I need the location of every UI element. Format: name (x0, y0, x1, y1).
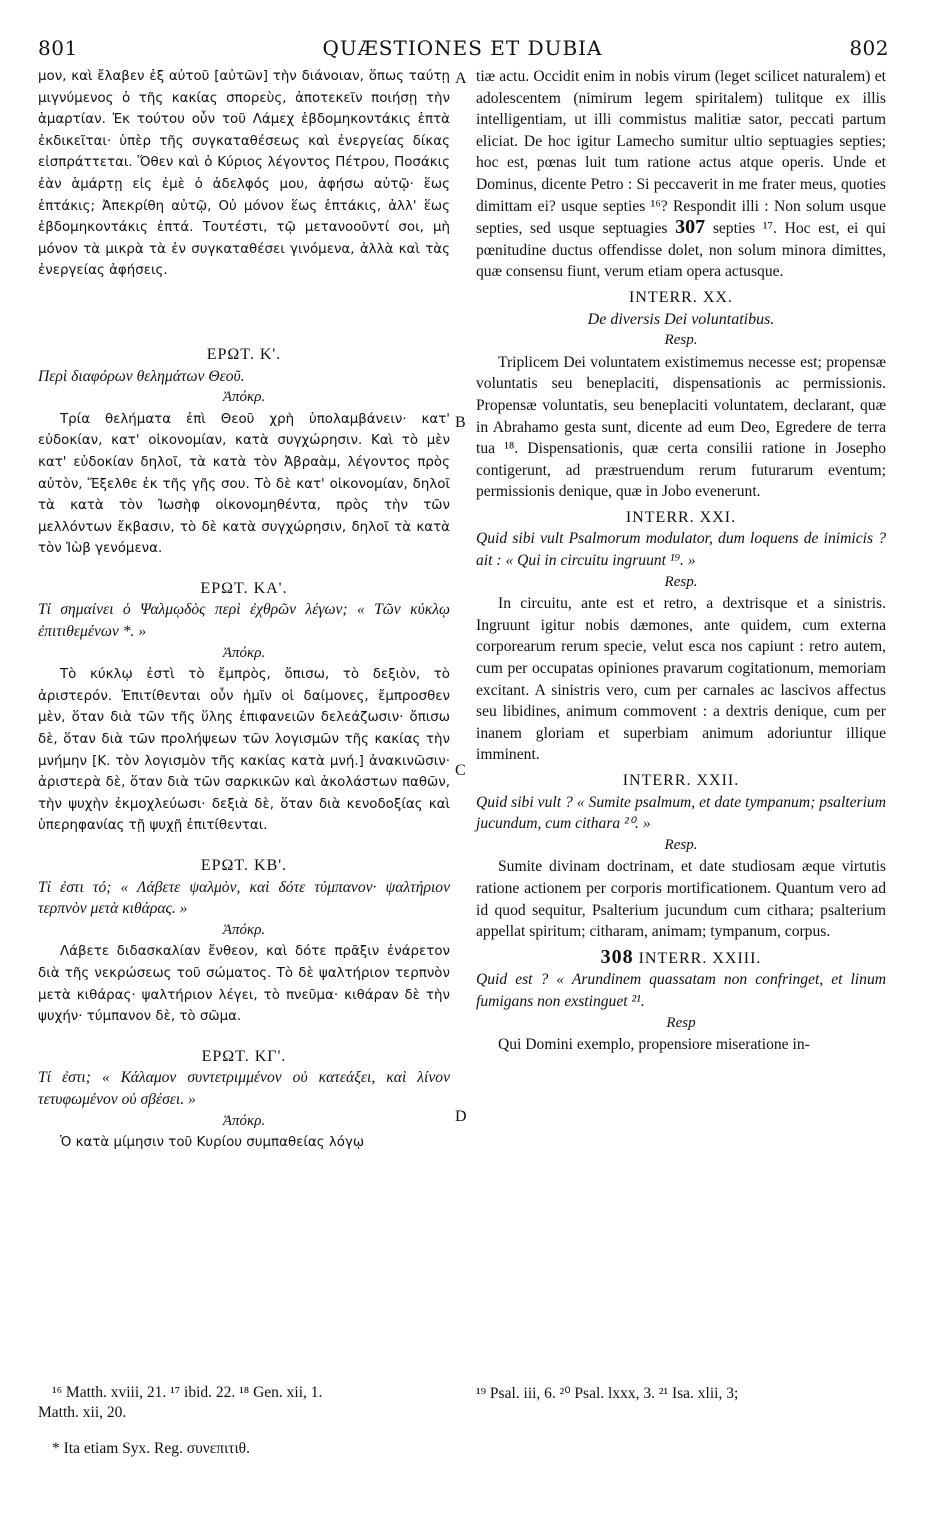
greek-intro-paragraph: μον, καὶ ἔλαβεν ἐξ αὐτοῦ [αὐτῶν] τὴν διάνοιαν, ὅπως ταύτῃ μιγνύμενος ὁ τῆς κακίας σπορεὺς, ἀποτεκεῖν ποιήσῃ τὴν ἁμαρτίαν. Ἐκ τούτου οὖν τοῦ Λάμεχ ἑβδομηκοντάκις ἑπτὰ ἐκδικεῖται· ὑπὲρ τῆς συγκαταθέσεως καὶ ἐνεργείας δίκας εἰσπράττεται. Ὅθεν καὶ ὁ Κύριος λέγοντος Πέτρου, Ποσάκις ἐὰν ἁμάρτῃ εἰς ἐμὲ ὁ ἀδελφός μου, ἀφήσω αὐτῷ· ἕως ἑπτάκις; Ἀπεκρίθη αὐτῷ, Οὐ μόνον ἕως ἑπτάκις, ἀλλ' ἕως ἑβδομηκοντάκις ἑπτά. Τουτέστι, τῷ μετανοοῦντί σοι, μὴ μόνον τὰ μικρὰ τὰ ἐν συγκαταθέσει γινόμενα, ἀλλὰ καὶ τὰς ἐνεργείας ἀφήσεις. (38, 69, 450, 279)
latin-section-23-title: Quid est ? « Arundinem quassatam non confringet, et linum fumigans non exstinguet ²¹. (476, 971, 886, 1010)
latin-intro-paragraph (476, 66, 886, 283)
latin-section-20-title: De diversis Dei voluntatibus. (587, 310, 775, 328)
footnote-left-line-2: Matth. xii, 20. (38, 1404, 127, 1421)
greek-section-23-title: Τί ἐστι; « Κάλαμον συντετριμμένον οὐ κατεάξει, καὶ λίνον τετυφωμένον οὐ σβέσει. » (38, 1069, 450, 1108)
latin-section-20-resp: Resp. (664, 332, 698, 349)
latin-section-23-label: INTERR. XXIII. (638, 949, 762, 967)
greek-section-20-heading: ΕΡΩΤ. Κ'. (206, 345, 282, 363)
greek-section-22-resp: Ἀπόκρ. (222, 921, 266, 938)
margin-letter-a: A (455, 70, 467, 87)
column-number-307: 307 (675, 216, 706, 239)
latin-section-23-resp: Resp (666, 1014, 696, 1031)
latin-section-22-heading: INTERR. XXII. (622, 772, 740, 789)
greek-section-21-title: Τί σημαίνει ὁ Ψαλμῳδὸς περὶ ἐχθρῶν λέγων; « Τῶν κύκλῳ ἐπιτιθεμένων *. » (38, 601, 450, 641)
greek-section-22-text: Λάβετε διδασκαλίαν ἔνθεον, καὶ δότε πρᾶξιν ἐνάρετον διὰ τῆς νεκρώσεως τοῦ σώματος. Τὸ δὲ ψαλτήριον τερπνὸν μετὰ κιθάρας· ψαλτήριον λέγει, τὸ πνεῦμα· κιθάραν δὲ τὴν ψυχήν· τύμπανον δὲ, τὸ σῶμα. (38, 944, 450, 1025)
greek-section-23-heading: ΕΡΩΤ. ΚΓ'. (201, 1047, 287, 1065)
latin-column (476, 66, 886, 1056)
margin-letter-c: C (455, 762, 466, 779)
footnote-left-line-1: ¹⁶ Matth. xviii, 21. ¹⁷ ibid. 22. ¹⁸ Gen. xii, 1. (52, 1384, 323, 1401)
greek-section-20-title: Περὶ διαφόρων θελημάτων Θεοῦ. (38, 367, 245, 385)
page-number-right: 802 (849, 36, 889, 60)
spacer (38, 282, 450, 326)
latin-section-21-text: In circuitu, ante est et retro, a dextrisque et a sinistris. Ingruunt igitur nobis dæmones, ante quidem, cum externa corporearum rerum specie, velut esca nos capiunt : retro autem, cum per occupatas opiniones pravarum cogitationum, memoriam excitant. A sinistris vero, cum per carnales ac lascivos affectus seu libidines, animum commovent : a dextris denique, cum per inanem gloriam et superbiam animum adoriuntur illique imminent. (476, 595, 886, 764)
latin-section-22-title: Quid sibi vult ? « Sumite psalmum, et date tympanum; psalterium jucundum, cum cithara ²⁰. » (476, 793, 886, 833)
latin-section-20-text: Triplicem Dei voluntatem existimemus necesse est; propensæ voluntatis seu beneplaciti, dispensationis ac permissionis. Propensæ voluntatis, seu beneplaciti voluntatem, declarant, quæ in Abrahamo gesta sunt, dicente ad eum Deo, Egredere de terra tua ¹⁸. Dispensationis, quæ certa consilii ratione in Josepho contigerunt, ad præstruendum rerum futurarum eventum; permissionis denique, quæ in Jobo evenerunt. (476, 353, 886, 501)
latin-section-22-text: Sumite divinam doctrinam, et date studiosam æque virtutis ratione actionem per corporis mortificationem. Quantum vero ad id quod sequitur, Psalterium jucundum cum cithara; psalterium appellat spiritum; citharam, animam; tympanum, corpus. (476, 858, 886, 941)
footnote-asterisk-note: * Ita etiam Syx. Reg. συνεπιτιθ. (52, 1440, 250, 1457)
greek-section-21-resp: Ἀπόκρ. (222, 644, 266, 661)
page-number-left: 801 (38, 36, 78, 60)
greek-section-20-resp: Ἀπόκρ. (222, 389, 266, 406)
latin-section-20-heading: INTERR. XX. (629, 288, 733, 306)
greek-section-23-resp: Ἀπόκρ. (222, 1112, 266, 1129)
latin-section-23-text: Qui Domini exemplo, propensiore miseratione in- (498, 1036, 810, 1054)
greek-section-21-heading: ΕΡΩΤ. ΚΑ'. (200, 579, 288, 597)
latin-intro-text: tiæ actu. Occidit enim in nobis virum (leget scilicet naturalem) et adolescentem (nimirum legem spiritalem) tulitque ex illis intelligentiam, ut illi commistus malitiæ sator, peccati partum eliciat. De hoc igitur Lamecho sumitur ultio septuagies septies; hoc est, pœnas luit tum ratione actus atque operis. Unde et Dominus, dicente Petro : Si peccaverit in me frater meus, quoties dimittam ei? usque septies ¹⁶? Respondit illi : Non solum usque septies, sed usque septuagies (476, 68, 886, 238)
greek-section-21-text: Τὸ κύκλῳ ἐστὶ τὸ ἔμπρὸς, ὄπισω, τὸ δεξιὸν, τὸ ἀριστερόν. Ἐπιτίθενται οὖν ἡμῖν οἱ δαίμονες, ἔμπροσθεν μὲν, ὅταν διὰ τῶν τῆς ὕλης ἐπιφανειῶν δελεάζωσιν· ὄπισω δὲ, ὅταν διὰ τῶν προλήψεων τῶν λογισμῶν τῆς κακίας τὴν μνήμην [Κ. τὸν λογισμὸν τῆς κακίας κατὰ μνή.] ἀνακινῶσιν· ἀριστερὰ δὲ, ὅταν διὰ τῶν σαρκικῶν καὶ ἀκολάστων παθῶν, τὴν ψυχὴν ἐκμοχλεύωσι· δεξιὰ δὲ, ὅταν διὰ κενοδοξίας καὶ ὑπερηφανίας τῇ ψυχῇ ἐπιτίθενται. (38, 667, 450, 834)
greek-section-23-text: Ὁ κατὰ μίμησιν τοῦ Κυρίου συμπαθείας λόγῳ (60, 1135, 365, 1151)
greek-section-22-title: Τί ἐστι τό; « Λάβετε ψαλμὸν, καὶ δότε τύμπανον· ψαλτήριον τερπνὸν μετὰ κιθάρας. » (38, 878, 450, 918)
column-number-308: 308 (600, 945, 634, 968)
footnote-right-line-1: ¹⁹ Psal. iii, 6. ²⁰ Psal. lxxx, 3. ²¹ Isa. xlii, 3; (476, 1385, 739, 1402)
latin-section-23-heading (476, 947, 886, 970)
margin-letter-b: B (455, 414, 466, 431)
greek-section-22-heading: ΕΡΩΤ. ΚΒ'. (200, 857, 288, 874)
latin-section-21-heading: INTERR. XXI. (625, 508, 737, 526)
greek-column (38, 66, 450, 1154)
running-title: QUÆSTIONES ET DUBIA (322, 36, 603, 60)
latin-intro-end: septies ¹⁷. Hoc est, ei qui pœnitudine ductus offendisse dolet, non solum minora dimittes, quæ consensu fiunt, verum etiam opera actusque. (476, 220, 886, 281)
latin-section-22-resp: Resp. (664, 836, 698, 853)
latin-section-21-resp: Resp. (664, 573, 698, 590)
latin-section-21-title: Quid sibi vult Psalmorum modulator, dum loquens de inimicis ? ait : « Qui in circuitu ingruunt ¹⁹. » (476, 530, 886, 570)
greek-section-20-text: Τρία θελήματα ἐπὶ Θεοῦ χρὴ ὑπολαμβάνειν· κατ' εὐδοκίαν, κατ' οἰκονομίαν, κατὰ συγχώρησιν. Καὶ τὸ μὲν κατ' εὐδοκίαν δηλοῖ, τὰ κατὰ τὸν Ἀβραὰμ, λέγοντος πρὸς αὐτὸν, Ἔξελθε ἐκ τῆς γῆς σου. Τὸ δὲ κατ' οἰκονομίαν, δηλοῖ τὰ κατὰ τὸν Ἰωσὴφ οἰκονομηθέντα, πρὸς τὴν τῶν μελλόντων ἔκβασιν, τὸ δὲ κατὰ συγχώρησιν, δηλοῖ τὰ κατὰ τὸν Ἰὼβ γενόμενα. (38, 411, 450, 557)
margin-letter-d: D (455, 1108, 467, 1125)
